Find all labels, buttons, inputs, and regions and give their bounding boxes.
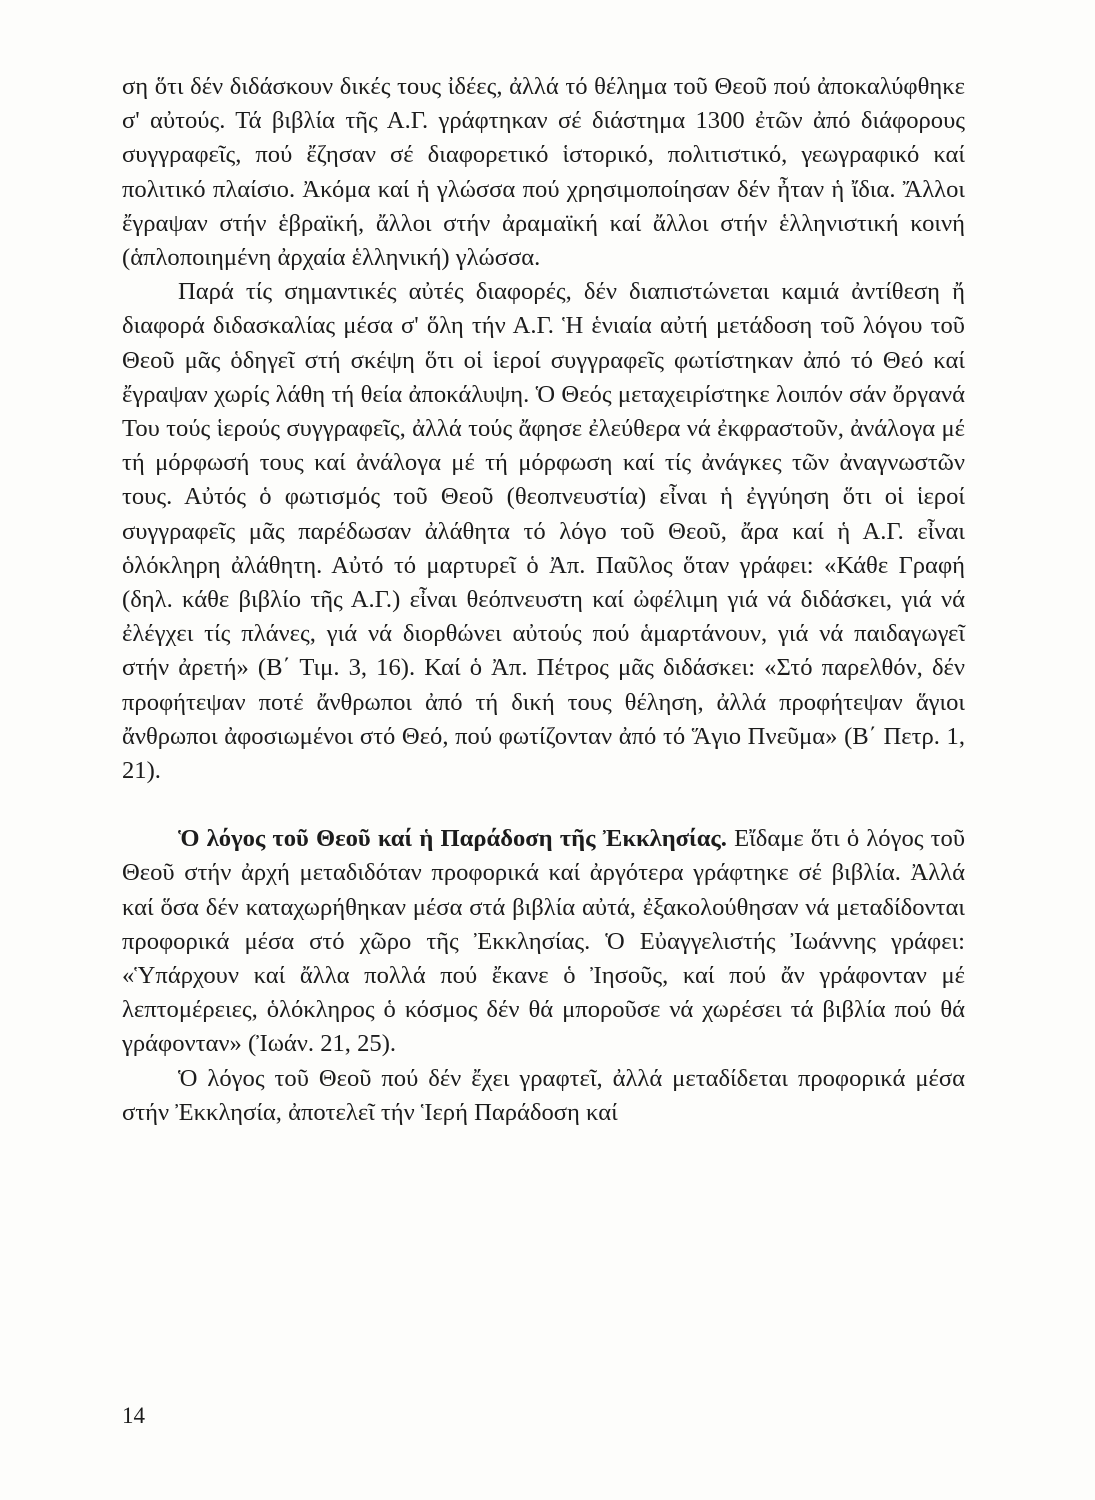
section-spacer (122, 788, 965, 822)
body-text (122, 70, 965, 1130)
paragraph-2: Παρά τίς σημαντικές αὐτές διαφορές, δέν διαπιστώνεται καμιά ἀντίθεση ἤ διαφορά διδασκαλίας μέσα σ' ὅλη τήν Α.Γ. Ἡ ἑνιαία αὐτή μετάδοση τοῦ λόγου τοῦ Θεοῦ μᾶς ὁδηγεῖ στή σκέψη ὅτι οἱ ἱεροί συγγραφεῖς φωτίστηκαν ἀπό τό Θεό καί ἔγραψαν χωρίς λάθη τή θεία ἀποκάλυψη. Ὁ Θεός μεταχειρίστηκε λοιπόν σάν ὄργανά Του τούς ἱερούς συγγραφεῖς, ἀλλά τούς ἄφησε ἐλεύθερα νά ἐκφραστοῦν, ἀνάλογα μέ τή μόρφωσή τους καί ἀνάλογα μέ τή μόρφωση καί τίς ἀνάγκες τῶν ἀναγνωστῶν τους. Αὐτός ὁ φωτισμός τοῦ Θεοῦ (θεοπνευστία) εἶναι ἡ ἐγγύηση ὅτι οἱ ἱεροί συγγραφεῖς μᾶς παρέδωσαν ἀλάθητα τό λόγο τοῦ Θεοῦ, ἄρα καί ἡ Α.Γ. εἶναι ὁλόκληρη ἀλάθητη. Αὐτό τό μαρτυρεῖ ὁ Ἀπ. Παῦλος ὅταν γράφει: «Κάθε Γραφή (δηλ. κάθε βιβλίο τῆς Α.Γ.) εἶναι θεόπνευστη καί ὠφέλιμη γιά νά διδάσκει, γιά νά ἐλέγχει τίς πλάνες, γιά νά διορθώνει αὐτούς πού ἁμαρτάνουν, γιά νά παιδαγωγεῖ στήν ἀρετή» (Β΄ Τιμ. 3, 16). Καί ὁ Ἀπ. Πέτρος μᾶς διδάσκει: «Στό παρελθόν, δέν προφήτεψαν ποτέ ἄνθρωποι ἀπό τή δική τους θέληση, ἀλλά προφήτεψαν ἅγιοι ἄνθρωποι ἀφοσιωμένοι στό Θεό, πού φωτίζονταν ἀπό τό Ἅγιο Πνεῦμα» (Β΄ Πετρ. 1, 21). (122, 278, 965, 785)
page-number: 14 (122, 1403, 145, 1428)
section-paragraph (122, 822, 965, 1061)
paragraph-last: Ὁ λόγος τοῦ Θεοῦ πού δέν ἔχει γραφτεῖ, ἀλλά μεταδίδεται προφορικά μέσα στήν Ἐκκλησία, ἀποτελεῖ τήν Ἱερή Παράδοση καί (122, 1064, 965, 1126)
section-heading-text: Εἴδαμε ὅτι ὁ λόγος τοῦ Θεοῦ στήν ἀρχή μεταδιδόταν προφορικά καί ἀργότερα γράφτηκε σέ βιβλία. Ἀλλά καί ὅσα δέν καταχωρήθηκαν μέσα στά βιβλία αὐτά, ἐξακολούθησαν νά μεταδίδονται προφορικά μέσα στό χῶρο τῆς Ἐκκλησίας. Ὁ Εὐαγγελιστής Ἰωάννης γράφει: «Ὑπάρχουν καί ἄλλα πολλά πού ἔκανε ὁ Ἰησοῦς, καί πού ἄν γράφονταν μέ λεπτομέρειες, ὁλόκληρος ὁ κόσμος δέν θά μποροῦσε νά χωρέσει τά βιβλία πού θά γράφονταν» (Ἰωάν. 21, 25). (122, 825, 965, 1058)
section-heading: Ὁ λόγος τοῦ Θεοῦ καί ἡ Παράδοση τῆς Ἐκκλησίας. (178, 825, 727, 853)
paragraph-1: ση ὅτι δέν διδάσκουν δικές τους ἰδέες, ἀλλά τό θέλημα τοῦ Θεοῦ πού ἀποκαλύφθηκε σ' αὐτούς. Τά βιβλία τῆς Α.Γ. γράφτηκαν σέ διάστημα 1300 ἐτῶν ἀπό διάφορους συγγραφεῖς, πού ἔζησαν σέ διαφορετικό ἱστορικό, πολιτιστικό, γεωγραφικό καί πολιτικό πλαίσιο. Ἀκόμα καί ἡ γλώσσα πού χρησιμοποίησαν δέν ἦταν ἡ ἴδια. Ἄλλοι ἔγραψαν στήν ἑβραϊκή, ἄλλοι στήν ἀραμαϊκή καί ἄλλοι στήν ἑλληνιστική κοινή (ἁπλοποιημένη ἀρχαία ἑλληνική) γλώσσα. (122, 73, 965, 272)
